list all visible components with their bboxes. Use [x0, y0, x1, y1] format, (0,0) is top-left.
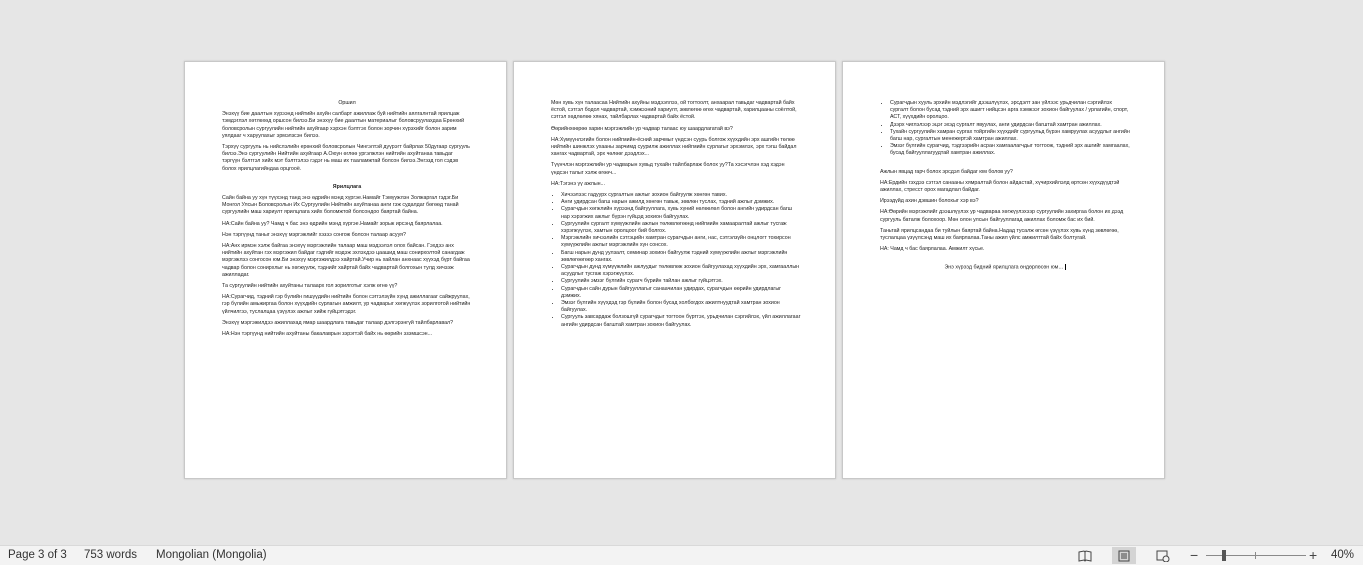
bullet-list: [551, 192, 801, 329]
print-layout-button[interactable]: [1112, 547, 1136, 564]
page-2-content[interactable]: [551, 100, 801, 333]
plus-icon[interactable]: +: [1309, 547, 1318, 563]
paragraph[interactable]: [551, 100, 801, 122]
paragraph-spacer: [880, 162, 1130, 169]
paragraph[interactable]: [222, 144, 472, 173]
paragraph-text: НА:Нэн тэргүүнд нийтийн ахуйтаны бакалаврын зэрэгтэй байх нь өөрийн эзэмшсэн...: [222, 331, 433, 338]
paragraph[interactable]: [222, 232, 472, 239]
paragraph-text: Өөрийнхөөрөө харин мэргэжлийн ур чадвар талаас юу шаардлагатай вэ?: [551, 125, 733, 132]
list-item[interactable]: • Эмзэг бүлгийн хүүхдэд гэр бүлийн болон бусад холбогдох ажилтнуудтай хамтран зохион байгуулах.: [561, 300, 801, 314]
page-count[interactable]: Page 3 of 3: [8, 549, 67, 561]
paragraph[interactable]: [880, 228, 1130, 242]
zoom-level[interactable]: 40%: [1331, 549, 1355, 561]
list-item[interactable]: • Мэргэжлийн хичээлийн сэтгэцийн хамтран сурагчдын анги, нас, сэтгэлзүйн онцлогт тохирсон хүмүүжлийн ажлыг мэргэжлийн хүн сонсох.: [561, 235, 801, 249]
web-layout-button[interactable]: [1151, 547, 1175, 564]
list-item[interactable]: • Багш нарын дунд уулзалт, семинар зохион байгуулж тэдний хүмүүжлийн ажлыг мэргэжлийн зөвлөгөөгөөр хангах.: [561, 250, 801, 264]
paragraph-text: Ажлын явцад гарч болох эрсдэл байдаг юм болов уу?: [880, 168, 1013, 175]
paragraph-text: Ирээдүйд ахин дэвшин болохыг хэр вэ?: [880, 198, 979, 205]
paragraph-text: Түүнчлэн мэргэжлийн ур чадварын хувьд тухайн тайлбарлаж болох уу?Та хэсэгчлэн хэд хэдэн үндсэн талыг хэлж өгөөч...: [551, 162, 785, 176]
paragraph[interactable]: [222, 243, 472, 279]
list-item[interactable]: • Сургууль завсардаж болзошгүй сурагчдыг тогтоон бүртгэх, урьдчилан сэргийлэх, үйл ажиллагааг ангийн удирдсан багштай хамтран зохион байгуулах.: [561, 314, 801, 328]
paragraph[interactable]: [551, 126, 801, 133]
paragraph[interactable]: [880, 198, 1130, 205]
bullet-list: [880, 100, 1130, 158]
paragraph[interactable]: [222, 294, 472, 316]
list-item[interactable]: • Сурагчдын хууль эрхийн мэдлэгийг дээшлүүлэх, эрсдэлт зан үйлээс урьдчилан сэргийлэх сургалт болон бусад тэдний эрх ашигт нийцсэн арга хэмжээг зохион байгуулах / урлагийн, спорт, АСТ, хүүхдийн оролцоо.: [890, 100, 1130, 122]
paragraph-text: Та сургуулийн нийтийн ахуйтаны талаарх гол зорилготыг хэлж өгнө үү?: [222, 283, 398, 290]
paragraph-text: Тэрхүү сургууль нь нийслэлийн ерөнхий боловсролын Чингэлтэй дүүрэгт байрлах 50дугаар сургууль билээ.Энэ сургуулийн Нийтийн ахуйгаар А.Оюун өглөө ургэлжлэн нийтийн ахуйтанаа тавьдаг тэргүүн бэлтгэл хийх мэт бэлтгэлээ гэдэг нь маш их тааламжтай болсон билээ.Энгэзд гол сэдэв болох ярилцлагийндаа орцгооё.: [222, 144, 470, 172]
list-item[interactable]: • Дээрх чиглэлээр эцэг эхэд сургалт явуулах, анги удирдсан багштай хамтран ажиллах.: [890, 122, 1130, 129]
read-mode-button[interactable]: [1073, 547, 1097, 564]
zoom-slider[interactable]: [1206, 555, 1306, 556]
zoom-slider-thumb[interactable]: [1222, 550, 1226, 561]
print-layout-icon: [1117, 550, 1131, 562]
list-item[interactable]: • Сургуулийн сургалт хүмүүжлийн ажлын төлөвлөгөөнд нийгмийн хамааралтай ажлыг тусгаж хэрэгжүүлэх, хамтын оролцоог бий болгох.: [561, 221, 801, 235]
paragraph[interactable]: [222, 195, 472, 217]
read-mode-icon: [1078, 550, 1092, 562]
page-3-content[interactable]: [880, 100, 1130, 276]
paragraph[interactable]: [222, 111, 472, 140]
minus-icon[interactable]: −: [1190, 547, 1199, 563]
paragraph-text: НА:Өөрийн мэргэжлийг дээшлүүлэх ур чадвараа хөгжүүлэхээр сургуулийн захиргаа болон их дээд сургууль баталж болохоор. Мөн олон улсын байгууллагад ажиллах боломж бас их бий.: [880, 209, 1124, 223]
paragraph[interactable]: [551, 137, 801, 159]
list-item[interactable]: • Эмзэг бүлгийн сурагчид, тэдгээрийн асран хамгаалагчдыг тогтоож, тэдний эрх ашгийг хамгаалах, бусад байгууллагуудтай хамтран ажиллах.: [890, 143, 1130, 157]
web-layout-icon: [1156, 550, 1170, 562]
paragraph-spacer: [222, 177, 472, 184]
list-item[interactable]: • Сурагчдын сайн дурын байгууллагыг санаачилан удирдах, сурагчдын өөрийн удирдлагыг дэмжих.: [561, 286, 801, 300]
list-item[interactable]: • Хичээлээс гадуурх сургалтын ажлыг зохион байгуулж хөнгөн тавих.: [561, 192, 801, 199]
paragraph-text: НА:Анх ирмэн хэлж байгаа энэхүү мэргэжлийн талаар маш мэдээлэл олох байсан. Гэхдээ анх нийтийн ахуйтан гэх мэргэжил байдаг гэдгийг мэдэж эхлэхдээ цаашид маш сонирхолтой санагдаж мэргэжлээ сонгосон юм.Би энэхүү мэргэжилдээ хайртай.Учир нь хайлан анхнаас хүүхэд бүрт байгаа чадвар болон сонирхлыг нь хөгжүүлж, тэднийг хайртай байх чадвартай болгохын тулд хичээж ажилладаг.: [222, 243, 470, 278]
list-item[interactable]: • Сурагчдын хөгжлийн хүрээнд байгууллага, хувь хүний нөлөөлөл болон ангийн удирдсан багш нар хэрэгжих ажлыг бүрэн гүйцэд зохион байгуулах.: [561, 206, 801, 220]
paragraph[interactable]: [880, 264, 1130, 272]
document-page-2[interactable]: [513, 61, 836, 479]
paragraph-text: Энэхүү мэргэжилдээ ажиллахад ямар шаардлага тавьдаг талаар дэлгэрэнгүй тайлбарлавал?: [222, 319, 454, 326]
word-count[interactable]: 753 words: [84, 549, 138, 561]
paragraph[interactable]: [880, 246, 1130, 253]
paragraph[interactable]: [222, 283, 472, 290]
list-item[interactable]: • Сургуулийн эмзэг бүлгийн сурагч бүрийн тайлан ажлыг гүйцэтгэх.: [561, 278, 801, 285]
list-item[interactable]: • Тухайн сургуулийн хамран сургах тойргийн хүүхдийг сургуульд бүрэн хамруулах асуудлыг ангийн багш нар, сургалтын менежертэй хамтран ажиллах.: [890, 129, 1130, 143]
document-page-1[interactable]: [184, 61, 507, 479]
paragraph-text: Энэ хүрээд бидний ярилцлага өндөрлөсөн юм…: [944, 264, 1064, 271]
paragraph[interactable]: [880, 180, 1130, 194]
page-1-content[interactable]: [222, 100, 472, 342]
paragraph-text: НА: Чамд ч бас баярлалаа. Амжилт хүсье.: [880, 246, 985, 253]
paragraph-text: НА:Сайн байна уу? Чамд ч бас энэ өдрийн мэнд хүргэе.Намайг зорьж ирсэнд баярлалаа.: [222, 220, 443, 227]
language-indicator[interactable]: Mongolian (Mongolia): [156, 549, 267, 561]
paragraph-text: НА:Ердийн гэхдээ сэтгэл санааны хямралтай болон айдастай, хүчирхийлэлд өртсөн хүүхдүүдтэй ажиллах, стресст орох магадлал байдаг.: [880, 179, 1120, 194]
paragraph-text: Ярилцлага: [332, 183, 362, 190]
paragraph-text: НА:Сурагчид, тэдний гэр бүлийн гишүүдийн нийтийн болон сэтгэлзүйн хүнд ажиллагааг сайжруулах, гэр бүлийн амьжиргаа болон хүүхдийн сурлагын амжилт, ур чадварыг хөгжүүлэх зорилготой нийтийн үйлчилгээ, туслалцаа үзүүлэх ажлыг хийж гүйцэтгэдэг.: [222, 294, 471, 315]
zoom-slider-midpoint: [1255, 552, 1256, 559]
document-page-3[interactable]: [842, 61, 1165, 479]
paragraph[interactable]: [222, 221, 472, 228]
paragraph[interactable]: [222, 331, 472, 338]
paragraph[interactable]: [880, 169, 1130, 176]
list-item[interactable]: • Сурагчдын дунд хүмүүжлийн ажлуудыг төлөвлөж зохион байгуулахад хүүхдийн эрх, хамгааллын асуудлыг тусгаж хэрэгжүүлэх.: [561, 264, 801, 278]
paragraph[interactable]: [551, 181, 801, 188]
paragraph-text: Оршил: [338, 100, 356, 106]
paragraph-text: Энэхүү бие даалтын хүрээнд нийтийн ахуйн салбарт ажиллаж буй нийтийн аялгалнтай ярилцаж тэмдэглэл хөтлөхөд оршсон билээ.Би энэхүү бие даалтын материалыг боловсруулахдаа Ерөнхий боловсролын сургуулийн нийтийн ахуйгаар хэрхэн бэлтгэх болон зорчин хүрэхийг болон зарим уялдааг ч харуулахыг эрмэлзсэн билээ.: [222, 111, 465, 139]
paragraph[interactable]: [551, 162, 801, 176]
status-bar: [0, 545, 1363, 565]
paragraph-text: Таньтай ярилцсандаа би туйлын баяртай байна.Надад тусалж өгсөн үзүүлэх хувь хүнд зөвлөгөө, туслалцаа үзүүлсэнд маш их баярлалаа.Таны ажил үйлс амжилттай байх болтугай.: [880, 227, 1119, 242]
paragraph-text: Мөн хувь хүн талаасаа Нийтийн ахуйны мэдээллээ, ой тогтоолт, анхаарал тавьдаг чадвартай байх ёстой, сэтгэл бодол чадвартай, хэмжээний хариулт, зөвлөгөө өгөх чадвартай, харилцааны соёлтой, сэтгэл хөдлөлөө хянах, тайлбарлах чадвартай байх ёстой.: [551, 100, 797, 121]
paragraph[interactable]: [222, 100, 472, 107]
list-item[interactable]: • Анги удирдсан багш нарын ажилд хөнгөн тавьж, зөвлөн туслах, тэдний ажлыг дэмжих.: [561, 199, 801, 206]
text-cursor: [1065, 264, 1066, 270]
paragraph[interactable]: [222, 320, 472, 327]
paragraph-text: Нэн тэргүүнд таныг энэхүү мэргэжлийг хэзээ сонгож болсон талаар асууя?: [222, 231, 406, 238]
paragraph-spacer: [880, 257, 1130, 264]
paragraph-text: Сайн байна уу хүн түүхэнд танд энэ өдрийн мэнд хүргэе.Намайг Тэмүүжлэн Золжаргал гэдэг.Би Монгол Улсын Боловсролын Их Сургуулийн Нийтийн ахуйтанаа анги гэж судалдаг бөгөөд танай сургуулийн маш хариулт ярилцлага хийх боломжтой болсондоо баяртай байна.: [222, 195, 459, 216]
paragraph-text: НА:Хүмүүнлэгийн болон нийгмийн-ёсний зарчмыг үндсэн суурь болгож хүүхдийн эрх ашгийн төлөө нийтийн шинжлэх ухааны зарчимд суурилж ажиллах нийгмийн сурлагыг эрхэмлэх, эрх тэгш байдал хангах чадвартай, эрх чөлөөг дээдлэх...: [551, 136, 797, 158]
paragraph-text: НА:Тэгэнэ үү ажлын...: [551, 180, 605, 187]
paragraph[interactable]: [880, 209, 1130, 223]
paragraph[interactable]: [222, 184, 472, 191]
